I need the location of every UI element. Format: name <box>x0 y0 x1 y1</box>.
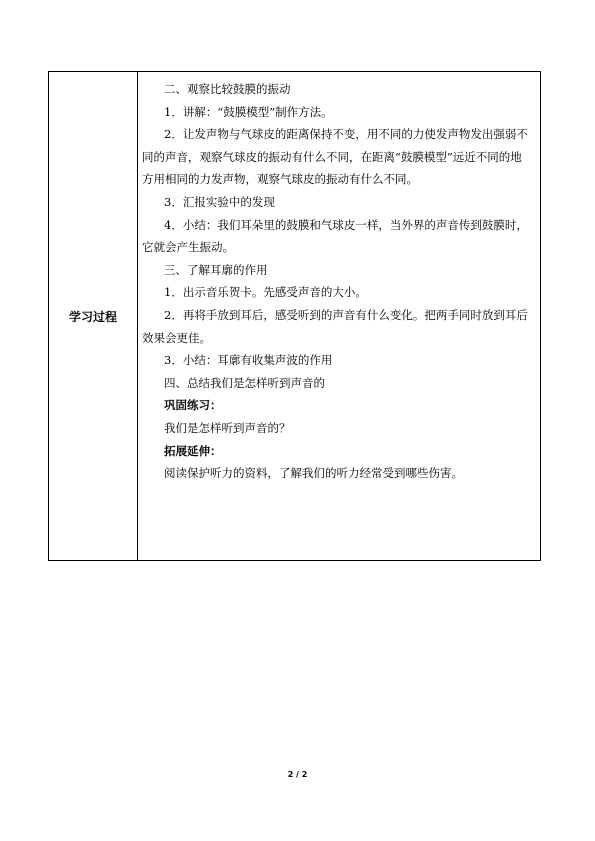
paragraph: 2．让发声物与气球皮的距离保持不变，用不同的力使发声物发出强弱不同的声音，观察气球皮的振动有什么不同，在距离“鼓膜模型”远近不同的地方用相同的力发声物，观察气球皮的振动有什么不同。 <box>142 127 528 187</box>
content-cell <box>138 72 540 560</box>
row-label-cell <box>49 72 138 560</box>
lesson-table <box>48 71 541 561</box>
section-heading-eardrum: 二、观察比较鼓膜的振动 <box>164 82 291 96</box>
paragraph: 1．讲解：“鼓膜模型”制作方法。 <box>164 104 333 119</box>
section-heading-auricle: 三、了解耳廓的作用 <box>164 262 268 277</box>
extension-heading: 拓展延伸： <box>164 443 222 458</box>
exercise-question: 我们是怎样听到声音的？ <box>164 420 291 435</box>
page-number: 2 / 2 <box>287 770 308 779</box>
paragraph: 3．小结：耳廓有收集声波的作用 <box>164 353 333 368</box>
paragraph: 2．再将手放到耳后，感受听到的声音有什么变化。把两手同时放到耳后效果会更佳。 <box>142 307 528 345</box>
row-label: 学习过程 <box>68 309 117 324</box>
paragraph: 1．出示音乐贺卡。先感受声音的大小。 <box>164 285 367 300</box>
section-heading-summary: 四、总结我们是怎样听到声音的 <box>164 375 325 390</box>
exercise-heading: 巩固练习： <box>164 398 222 413</box>
paragraph: 3．汇报实验中的发现 <box>164 194 275 209</box>
paragraph: 4．小结：我们耳朵里的鼓膜和气球皮一样，当外界的声音传到鼓膜时，它就会产生振动。 <box>142 217 528 255</box>
extension-task: 阅读保护听力的资料，了解我们的听力经常受到哪些伤害。 <box>164 466 463 481</box>
